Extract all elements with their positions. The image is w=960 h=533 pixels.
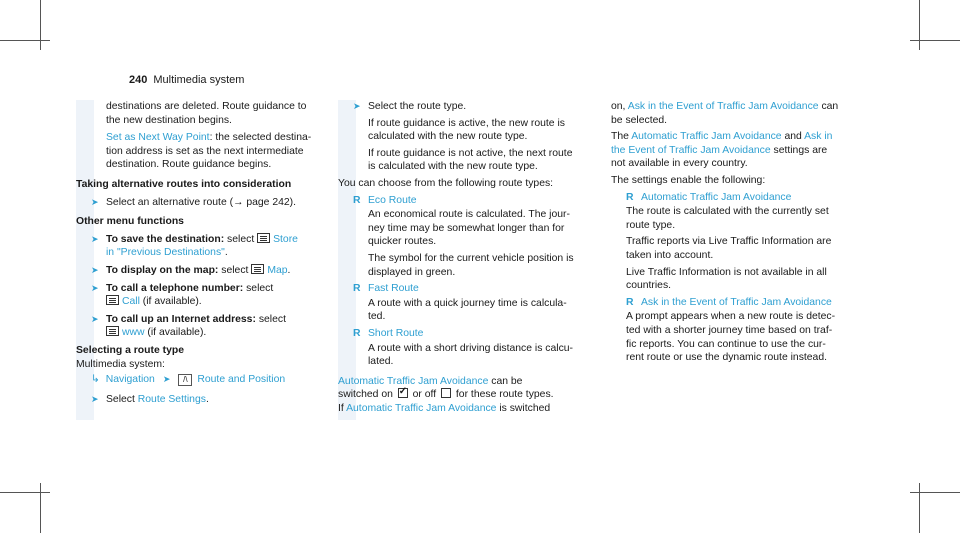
text-line: quicker routes. [368, 236, 437, 248]
text-line: ney time may be somewhat longer than for [368, 222, 565, 234]
text-line: destinations are deleted. Route guidance to [106, 101, 307, 112]
text-line: displayed in green. [368, 266, 456, 278]
choose-text: You can choose from the following route types: [338, 177, 554, 189]
text-line: is switched [496, 402, 551, 414]
crop-mark [919, 483, 920, 533]
www-option: www [122, 327, 145, 339]
bullet-eco: R Eco Route [353, 194, 417, 206]
crop-mark [919, 0, 920, 50]
text-line: An economical route is calculated. The jour- [368, 209, 570, 221]
text-line: is calculated with the new route type. [368, 161, 538, 173]
section-title: Multimedia system [153, 74, 245, 86]
text-line: A route with a quick journey time is calcula- [368, 297, 567, 309]
text-line: and [781, 131, 805, 143]
menu-icon [251, 264, 264, 274]
step-text: (if available). [144, 327, 207, 339]
double-chevron-icon: ➤ [162, 374, 171, 385]
step-bold: To call a telephone number: [106, 282, 244, 294]
ask-label: the Event of Traffic Jam Avoidance [611, 144, 771, 156]
step-arrow-icon: ➤ [353, 101, 361, 111]
step-arrow-icon: ➤ [91, 393, 99, 404]
navigation-option: Navigation [105, 374, 155, 386]
column-3 [611, 100, 873, 365]
eco-route-label: Eco Route [368, 194, 417, 206]
text-line: ted. [368, 311, 386, 323]
page-header [129, 74, 244, 88]
step-text: select [243, 282, 274, 294]
text-line: tion address is set as the next intermediate [106, 145, 304, 157]
text-line: The [611, 131, 632, 143]
heading-other-menu: Other menu functions [76, 216, 184, 228]
short-route-label: Short Route [368, 327, 424, 339]
fast-route-label: Fast Route [368, 283, 419, 295]
text-line: rent route or use the dynamic route instead. [626, 352, 827, 364]
atja-description [611, 205, 873, 293]
crop-mark [910, 40, 960, 41]
fast-description [338, 297, 600, 324]
text-line: The settings enable the following: [611, 174, 766, 186]
menu-icon [106, 295, 119, 305]
step-bold: To save the destination: [106, 233, 225, 245]
step-text: Select the route type. [368, 101, 467, 112]
column-1 [76, 100, 331, 409]
crop-mark [40, 0, 41, 50]
text-line: Traffic reports via Live Traffic Information are [626, 236, 832, 248]
route-active-text [338, 117, 600, 174]
step-text: select [224, 233, 258, 245]
store-option: Store [273, 233, 298, 245]
ask-label: Ask in the Event of Traffic Jam Avoidance [641, 296, 832, 308]
ask-label: Ask in the Event of Traffic Jam Avoidance [627, 101, 819, 112]
atja-label: Automatic Traffic Jam Avoidance [641, 191, 792, 203]
bullet-ask: R Ask in the Event of Traffic Jam Avoidance [626, 296, 832, 308]
step-route-settings: ➤ Select Route Settings. [76, 393, 331, 407]
text-line: The symbol for the current vehicle position is [368, 252, 574, 264]
step-text: select [218, 264, 252, 276]
previous-destinations-option: in "Previous Destinations" [106, 247, 225, 259]
atja-paragraph [338, 375, 600, 416]
text-line: be selected. [611, 114, 668, 126]
column-2 [338, 100, 600, 415]
text-line: fic reports. You can continue to use the cur- [626, 338, 826, 350]
text-line: : the selected destina- [209, 132, 312, 144]
ask-label: Ask in [804, 131, 833, 143]
step-arrow-icon: ➤ [91, 264, 99, 275]
text-line: countries. [626, 280, 672, 292]
step-arrow-icon: ➤ [91, 233, 99, 244]
text-line: Live Traffic Information is not available in all [626, 266, 827, 278]
step-text: Select an alternative route (→ page 242). [106, 196, 297, 208]
route-icon: /\ [178, 374, 192, 386]
text-line: If route guidance is active, the new route is [368, 117, 565, 129]
step-bold: To display on the map: [106, 264, 219, 276]
text-line: taken into account. [626, 249, 714, 261]
multimedia-system-label: Multimedia system: [76, 358, 165, 370]
short-description [338, 342, 600, 369]
text-line: settings are [770, 144, 828, 156]
heading-selecting-route-type: Selecting a route type [76, 344, 184, 356]
call-option: Call [122, 296, 140, 308]
text-line: destination. Route guidance begins. [106, 159, 272, 171]
menu-icon [257, 233, 270, 243]
text-line: A route with a short driving distance is calcu- [368, 342, 574, 354]
text-line: The route is calculated with the currently set [626, 206, 829, 218]
ask-description [611, 310, 873, 364]
text-line: can be [488, 375, 523, 387]
atja-label: Automatic Traffic Jam Avoidance [346, 402, 497, 414]
text-line: or off [409, 389, 440, 401]
checkbox-unchecked-icon [441, 388, 451, 398]
step-text: (if available). [139, 296, 202, 308]
path-arrow-icon: ↳ [91, 374, 100, 386]
page-number: 240 [129, 74, 148, 86]
text-line: the new destination begins. [106, 114, 232, 126]
next-waypoint-label: Set as Next Way Point [106, 132, 210, 144]
navigation-path [91, 373, 331, 387]
route-position-option: Route and Position [197, 374, 286, 386]
eco-description [338, 208, 600, 279]
step-call-number [76, 282, 331, 309]
bullet-short: R Short Route [353, 327, 424, 339]
route-settings-option: Route Settings [137, 393, 206, 405]
text-line: not available in every country. [611, 158, 748, 170]
crop-mark [40, 483, 41, 533]
intro-text [76, 100, 331, 127]
step-arrow-icon: ➤ [91, 282, 99, 293]
text-line: can [818, 101, 839, 112]
text-line: If route guidance is not active, the next route [368, 147, 573, 159]
text-line: switched on [338, 389, 396, 401]
step-arrow-icon: ➤ [91, 196, 99, 207]
text-line: If [338, 402, 347, 414]
text-line: for these route types. [453, 389, 554, 401]
atja-label: Automatic Traffic Jam Avoidance [338, 375, 489, 387]
step-save-destination: ➤ To save the destination: select Store in "Previous Destinations". [76, 233, 331, 260]
checkbox-checked-icon [398, 388, 408, 398]
crop-mark [0, 40, 50, 41]
heading-alternative-routes: Taking alternative routes into consideration [76, 178, 292, 190]
bullet-atja: R Automatic Traffic Jam Avoidance [626, 191, 792, 203]
step-select-alternative [76, 196, 331, 210]
step-display-map: ➤ To display on the map: select Map. [76, 264, 331, 278]
step-internet-address [76, 313, 331, 340]
next-waypoint-text [76, 131, 331, 172]
map-option: Map [267, 264, 288, 276]
crop-mark [0, 492, 50, 493]
step-text: select [255, 313, 286, 325]
text-line: A prompt appears when a new route is detec- [626, 311, 836, 323]
step-bold: To call up an Internet address: [106, 313, 256, 325]
bullet-fast: R Fast Route [353, 283, 419, 295]
text-line: lated. [368, 356, 394, 368]
text-line: on, [611, 101, 628, 112]
menu-icon [106, 326, 119, 336]
step-text: Select [106, 393, 138, 405]
step-arrow-icon: ➤ [91, 313, 99, 324]
crop-mark [910, 492, 960, 493]
atja-label: Automatic Traffic Jam Avoidance [631, 131, 782, 143]
text-line: route type. [626, 219, 676, 231]
text-line: calculated with the new route type. [368, 131, 528, 143]
step-select-route-type [338, 100, 600, 114]
text-line: ted with a shorter journey time based on traf- [626, 324, 833, 336]
